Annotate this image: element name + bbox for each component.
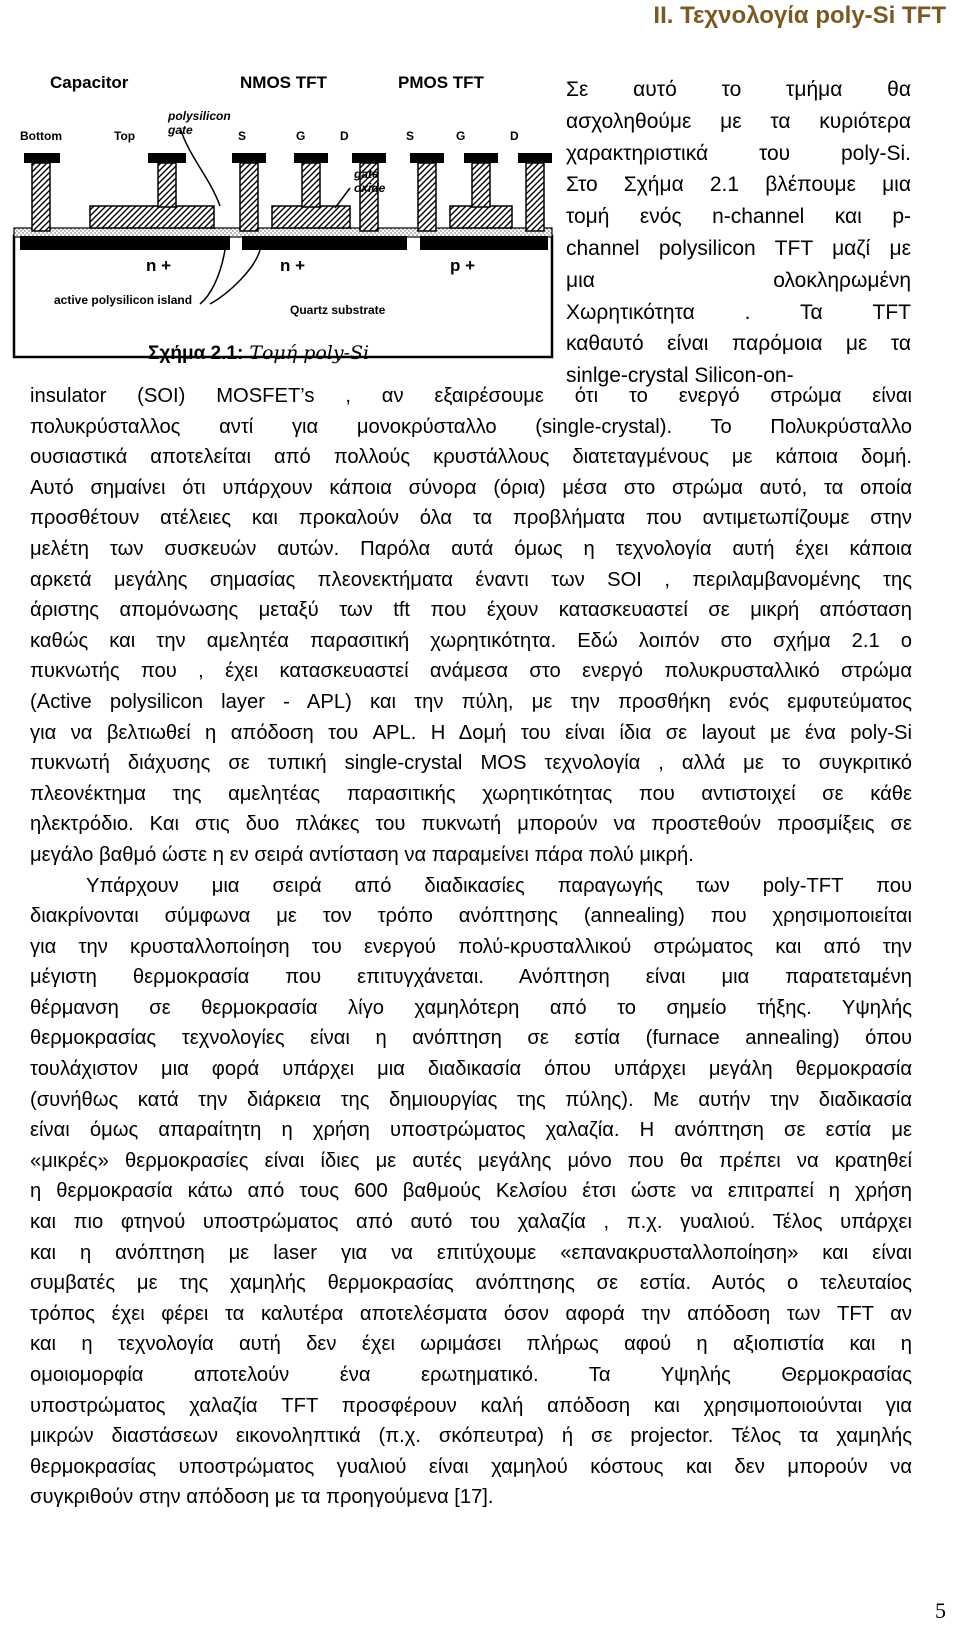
metal-bar bbox=[464, 153, 498, 163]
body-line: «μικρές» θερμοκρασίες είναι ίδιες με αυτές μεγάλης μόνο που θα πρέπει να κρατηθεί bbox=[30, 1149, 912, 1172]
body-line: τρόπος έχει φέρει τα καλυτέρα αποτελέσματα όσον αφορά την απόδοση των TFT αν bbox=[30, 1302, 912, 1325]
label-n-plus-2: n + bbox=[280, 256, 306, 275]
metal-bar bbox=[518, 153, 552, 163]
side-line: καθαυτό είναι παρόμοια με τα bbox=[566, 332, 911, 356]
body-line: συμβατές με της χαμηλής θερμοκρασίας ανόπτησης σε εστία. Αυτός ο τελευταίος bbox=[30, 1272, 912, 1295]
pmos-gate-contact bbox=[472, 163, 490, 207]
figure-caption bbox=[148, 342, 369, 365]
pmos-gate bbox=[450, 206, 512, 228]
label-d2: D bbox=[510, 129, 519, 143]
label-top: Top bbox=[114, 129, 136, 143]
label-p-plus: p + bbox=[450, 256, 476, 275]
body-line: πλεονέκτημα της αμελητέας παρασιτικής χωρητικότητας που αντιστοιχεί σε κάθε bbox=[30, 782, 912, 805]
body-line: μέγιστη θερμοκρασία που επιτυγχάνεται. Ανόπτηση είναι μια παρατεταμένη bbox=[30, 966, 912, 989]
label-gate-oxide-1: gate bbox=[354, 167, 379, 181]
label-nmos: NMOS TFT bbox=[240, 73, 327, 92]
pmos-drain-contact bbox=[526, 163, 544, 231]
page-title: II. Τεχνολογία poly-Si TFT bbox=[653, 2, 946, 29]
active-island-2 bbox=[242, 236, 407, 250]
body-line: συγκριθούν στην απόδοση με τα προηγούμενα [17]. bbox=[30, 1486, 494, 1509]
body-line: ουσιαστικά αποτελείται από πολλούς κρυστάλλους διατεταγμένους με κάποια δομή. bbox=[30, 446, 912, 469]
cross-section-figure bbox=[10, 68, 558, 365]
body-line: καθώς και την αμελητέα παρασιτική χωρητικότητα. Εδώ λοιπόν στο σχήμα 2.1 ο bbox=[30, 629, 912, 652]
capacitor-top-plate bbox=[90, 206, 214, 228]
caption-label: Σχήμα 2.1: bbox=[148, 343, 244, 364]
metal-bar bbox=[24, 153, 60, 163]
body-line: μεγάλο βαθμό ώστε η εν σειρά αντίσταση να παραμείνει πάρα πολύ μικρή. bbox=[30, 843, 694, 866]
label-bottom: Bottom bbox=[20, 129, 62, 143]
body-line: μελέτη των συσκευών αυτών. Παρόλα αυτά όμως η τεχνολογία αυτή έχει κάποια bbox=[30, 537, 912, 560]
label-n-plus-1: n + bbox=[146, 256, 172, 275]
cross-section-diagram bbox=[10, 68, 558, 365]
body-line: για την κρυσταλλοποίηση του ενεργού πολύ-κρυσταλλικού στρώματος και από την bbox=[30, 935, 912, 958]
body-line: τουλάχιστον μια φορά υπάρχει μια διαδικασία όπου υπάρχει μεγάλη θερμοκρασία bbox=[30, 1058, 912, 1081]
body-line: άριστης απομόνωσης μεταξύ των tft που έχουν κατασκευαστεί σε μικρή απόσταση bbox=[30, 599, 912, 622]
body-line: θερμοκρασίας υποστρώματος γυαλιού είναι χαμηλού κόστους και δεν μπορούν να bbox=[30, 1455, 912, 1478]
capacitor-top-contact bbox=[158, 163, 176, 207]
nmos-source-contact bbox=[240, 163, 258, 231]
label-pmos: PMOS TFT bbox=[398, 73, 484, 92]
body-line: μικρών διαστάσεων εικονοληπτικά (π.χ. σκόπευτρα) ή σε projector. Τέλος τα χαμηλής bbox=[30, 1425, 912, 1448]
nmos-gate bbox=[272, 206, 350, 228]
side-line: Σε αυτό το τμήμα θα bbox=[566, 78, 911, 101]
side-paragraph bbox=[566, 74, 911, 392]
body-line: insulator (SOI) MOSFET’s , αν εξαιρέσουμε ότι το ενεργό στρώμα είναι bbox=[30, 385, 912, 407]
oxide-layer bbox=[14, 228, 552, 237]
label-capacitor: Capacitor bbox=[50, 73, 129, 92]
label-gate-oxide-2: oxide bbox=[354, 181, 386, 195]
side-line: Στο Σχήμα 2.1 βλέπουμε μια bbox=[566, 173, 911, 197]
body-line: υποστρώματος χαλαζία TFT προσφέρουν καλή απόδοση και χρησιμοποιούνται για bbox=[30, 1394, 912, 1417]
label-d1: D bbox=[340, 129, 349, 143]
pmos-source-contact bbox=[418, 163, 436, 231]
body-line: ομοιομορφία αποτελούν ένα ερωτηματικό. Τα Υψηλής Θερμοκρασίας bbox=[30, 1364, 912, 1386]
body-line: και η τεχνολογία αυτή δεν έχει ωριμάσει πλήρως αφού η αξιοπιστία και η bbox=[30, 1333, 912, 1356]
metal-bar bbox=[410, 153, 444, 163]
body-line: διακρίνονται σύμφωνα με τον τρόπο ανόπτησης (annealing) που χρησιμοποιείται bbox=[30, 905, 912, 928]
metal-bar bbox=[148, 153, 186, 163]
active-island-3 bbox=[420, 236, 548, 250]
body-line: είναι όμως απαραίτητη η χρήση υποστρώματος χαλαζία. Η ανόπτηση σε εστία με bbox=[30, 1119, 912, 1142]
label-gate: gate bbox=[168, 123, 193, 137]
body-line: η θερμοκρασία κάτω από τους 600 βαθμούς Κελσίου έτσι ώστε να επιτραπεί η χρήση bbox=[30, 1180, 912, 1203]
label-g2: G bbox=[456, 129, 466, 143]
side-line: μια ολοκληρωμένη bbox=[566, 268, 911, 292]
metal-bar bbox=[294, 153, 328, 163]
active-island-1 bbox=[20, 236, 230, 250]
body-line: και πιο φτηνού υποστρώματος από αυτό του χαλαζία , π.χ. γυαλιού. Τέλος υπάρχει bbox=[30, 1211, 912, 1234]
body-line: πολυκρύσταλλος αντί για μονοκρύσταλλο (single-crystal). Το Πολυκρύσταλλο bbox=[30, 415, 912, 438]
metal-bar bbox=[352, 153, 386, 163]
metal-bar bbox=[232, 153, 266, 163]
body-line: (Active polysilicon layer - APL) και την πύλη, με την προσθήκη ενός εμφυτεύματος bbox=[30, 690, 912, 713]
body-line: και η ανόπτηση με laser για να επιτύχουμε «επανακρυσταλλοποίηση» και είναι bbox=[30, 1241, 912, 1264]
side-line: ασχοληθούμε με τα κυριότερα bbox=[566, 109, 911, 133]
side-line: χαρακτηριστικά του poly-Si. bbox=[566, 141, 911, 165]
side-line: channel polysilicon TFT μαζί με bbox=[566, 236, 911, 260]
page-number: 5 bbox=[935, 1598, 946, 1623]
body-line: Υπάρχουν μια σειρά από διαδικασίες παραγωγής των poly-TFT που bbox=[86, 874, 912, 897]
label-substrate: Quartz substrate bbox=[290, 303, 386, 317]
body-line: θερμοκρασίας τεχνολογίες είναι η ανόπτηση σε εστία (furnace annealing) όπου bbox=[30, 1027, 912, 1050]
caption-text: Τομή poly-Si bbox=[243, 342, 370, 364]
side-line: sinlge-crystal Silicon-on- bbox=[566, 364, 794, 388]
body-line: για να βελτιωθεί η απόδοση του APL. Η Δομή του είναι ίδια σε layout με ένα poly-Si bbox=[30, 721, 912, 744]
body-line: αρκετά μεγάλης σημασίας πλεονεκτήματα έναντι των SOI , περιλαμβανομένης της bbox=[30, 568, 912, 591]
nmos-gate-contact bbox=[302, 163, 320, 207]
body-paragraphs bbox=[30, 381, 912, 1513]
label-active-island: active polysilicon island bbox=[54, 293, 193, 307]
body-line: ηλεκτρόδιο. Και στις δυο πλάκες του πυκνωτή μπορούν να προστεθούν προσμίξεις σε bbox=[30, 813, 912, 836]
body-line: προσθέτουν ατέλειες και προκαλούν όλα τα προβλήματα που αντιμετωπίζουμε στην bbox=[30, 507, 912, 530]
label-s1: S bbox=[238, 129, 247, 143]
body-line: πυκνωτή διάχυσης σε τυπική single-crystal MOS τεχνολογία , αλλά με το συγκριτικό bbox=[30, 752, 912, 775]
side-line: τομή ενός n-channel και p- bbox=[566, 205, 911, 229]
body-line: πυκνωτής που , έχει κατασκευαστεί ανάμεσα στο ενεργό πολυκρυσταλλικό στρώμα bbox=[30, 660, 912, 683]
label-polysilicon: polysilicon bbox=[168, 109, 231, 123]
label-g1: G bbox=[296, 129, 306, 143]
side-line: Χωρητικότητα . Τα TFT bbox=[566, 300, 911, 324]
label-s2: S bbox=[406, 129, 415, 143]
capacitor-bottom-contact bbox=[32, 163, 50, 231]
body-line: θέρμανση σε θερμοκρασία λίγο χαμηλότερη από το σημείο τήξης. Υψηλής bbox=[30, 996, 912, 1019]
body-line: (συνήθως κατά την διάρκεια της δημιουργίας της πύλης). Με αυτήν την διαδικασία bbox=[30, 1088, 912, 1111]
body-line: Αυτό σημαίνει ότι υπάρχουν κάποια σύνορα (όρια) μέσα στο στρώμα αυτό, τα οποία bbox=[30, 476, 912, 499]
